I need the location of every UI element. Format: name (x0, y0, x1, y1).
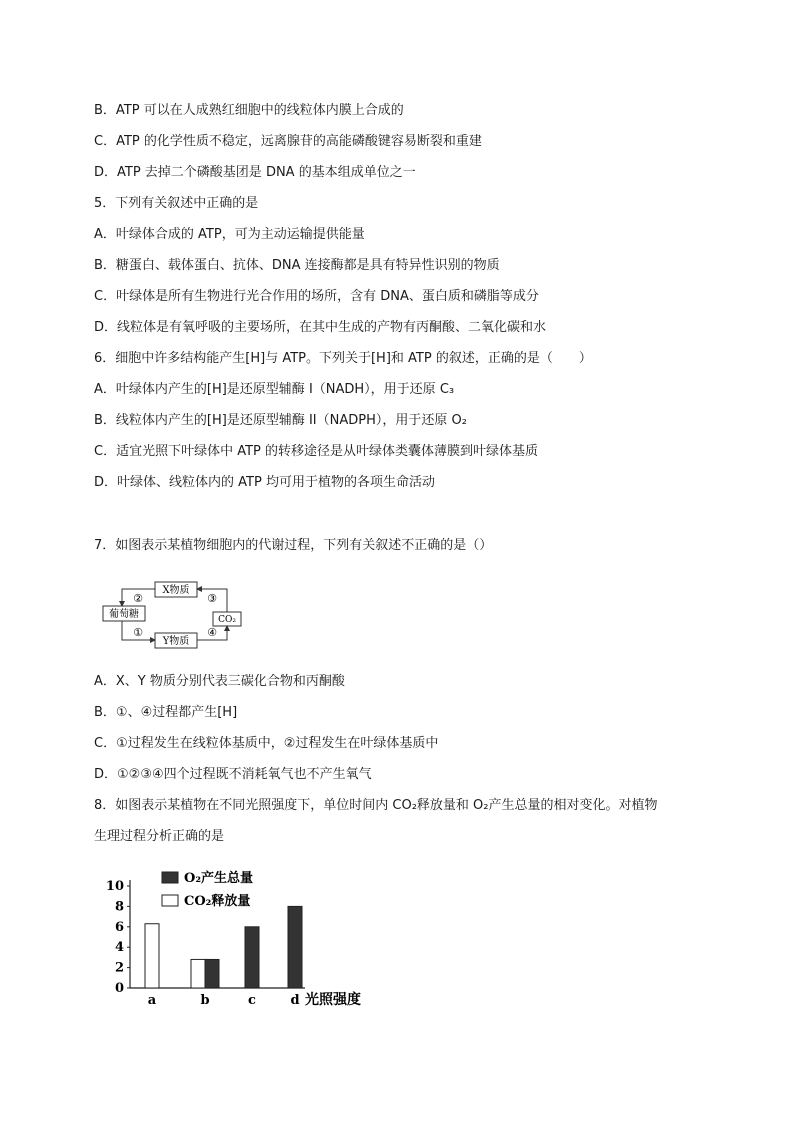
legend-label-o2: O₂产生总量 (184, 871, 254, 886)
legend-label-co2: CO₂释放量 (184, 894, 251, 909)
step-2-label: ② (133, 592, 143, 605)
legend-swatch-o2 (162, 872, 178, 883)
text-line-7C: C．①过程发生在线粒体基质中，②过程发生在叶绿体基质中 (94, 736, 439, 751)
glucose-label: 葡萄糖 (109, 609, 139, 620)
text-line-5A: A．叶绿体合成的 ATP，可为主动运输提供能量 (94, 227, 365, 242)
text-line-4D: D．ATP 去掉二个磷酸基团是 DNA 的基本组成单位之一 (94, 165, 416, 180)
y-substance-label: Y物质 (162, 636, 190, 647)
bar-co2-a (145, 924, 159, 988)
step-3-label: ③ (207, 592, 217, 605)
x-substance-box (155, 582, 197, 597)
text-line-4C: C．ATP 的化学性质不稳定，远离腺苷的高能磷酸键容易断裂和重建 (94, 134, 482, 149)
text-line-5B: B．糖蛋白、载体蛋白、抗体、DNA 连接酶都是具有特异性识别的物质 (94, 258, 500, 273)
text-line-4B: B．ATP 可以在人成熟红细胞中的线粒体内膜上合成的 (94, 103, 404, 118)
metabolism-diagram (100, 576, 250, 650)
glucose-box (103, 606, 145, 621)
legend-swatch-co2 (162, 895, 178, 906)
y-tick-label: 4 (114, 940, 124, 956)
text-line-7A: A．X、Y 物质分别代表三碳化合物和丙酮酸 (94, 674, 345, 689)
bar-o2-c (245, 927, 259, 988)
text-line-7D: D．①②③④四个过程既不消耗氧气也不产生氧气 (94, 767, 372, 782)
x-substance-label: X物质 (162, 585, 190, 596)
text-line-q6: 6．细胞中许多结构能产生[H]与 ATP。下列关于[H]和 ATP 的叙述，正确的是（ ） (94, 351, 592, 366)
text-line-q5: 5．下列有关叙述中正确的是 (94, 196, 259, 211)
text-line-q7: 7．如图表示某植物细胞内的代谢过程，下列有关叙述不正确的是（） (94, 538, 493, 553)
x-tick-label: d (290, 993, 300, 1008)
co2-box (213, 612, 241, 626)
bar-o2-b (205, 959, 219, 988)
text-line-5D: D．线粒体是有氧呼吸的主要场所，在其中生成的产物有丙酮酸、二氧化碳和水 (94, 320, 547, 335)
step-1-label: ① (133, 626, 143, 639)
y-tick-label: 8 (114, 899, 124, 915)
x-tick-label: c (248, 993, 256, 1008)
text-line-5C: C．叶绿体是所有生物进行光合作用的场所，含有 DNA、蛋白质和磷脂等成分 (94, 289, 539, 304)
text-line-q8b: 生理过程分析正确的是 (94, 829, 225, 844)
light-intensity-bar-chart (100, 868, 380, 1013)
bar-o2-d (288, 906, 302, 988)
text-line-7B: B．①、④过程都产生[H] (94, 705, 238, 720)
text-line-6D: D．叶绿体、线粒体内的 ATP 均可用于植物的各项生命活动 (94, 475, 435, 490)
y-tick-label: 0 (114, 981, 124, 996)
y-tick-label: 10 (105, 879, 124, 894)
y-substance-box (155, 633, 197, 648)
x-tick-label: a (147, 993, 157, 1008)
step-4-label: ④ (207, 626, 217, 639)
x-tick-label: b (200, 993, 210, 1008)
text-line-6A: A．叶绿体内产生的[H]是还原型辅酶 I（NADH），用于还原 C₃ (94, 382, 455, 397)
text-line-6C: C．适宜光照下叶绿体中 ATP 的转移途径是从叶绿体类囊体薄膜到叶绿体基质 (94, 444, 539, 459)
y-tick-label: 2 (114, 960, 124, 976)
text-line-q8a: 8．如图表示某植物在不同光照强度下，单位时间内 CO₂释放量和 O₂产生总量的相对变化。对植物 (94, 798, 658, 813)
co2-label: CO₂ (218, 615, 236, 625)
bar-co2-b (191, 959, 205, 988)
y-tick-label: 6 (114, 919, 124, 935)
text-line-6B: B．线粒体内产生的[H]是还原型辅酶 II（NADPH），用于还原 O₂ (94, 413, 467, 428)
x-axis-label: 光照强度 (305, 992, 361, 1008)
